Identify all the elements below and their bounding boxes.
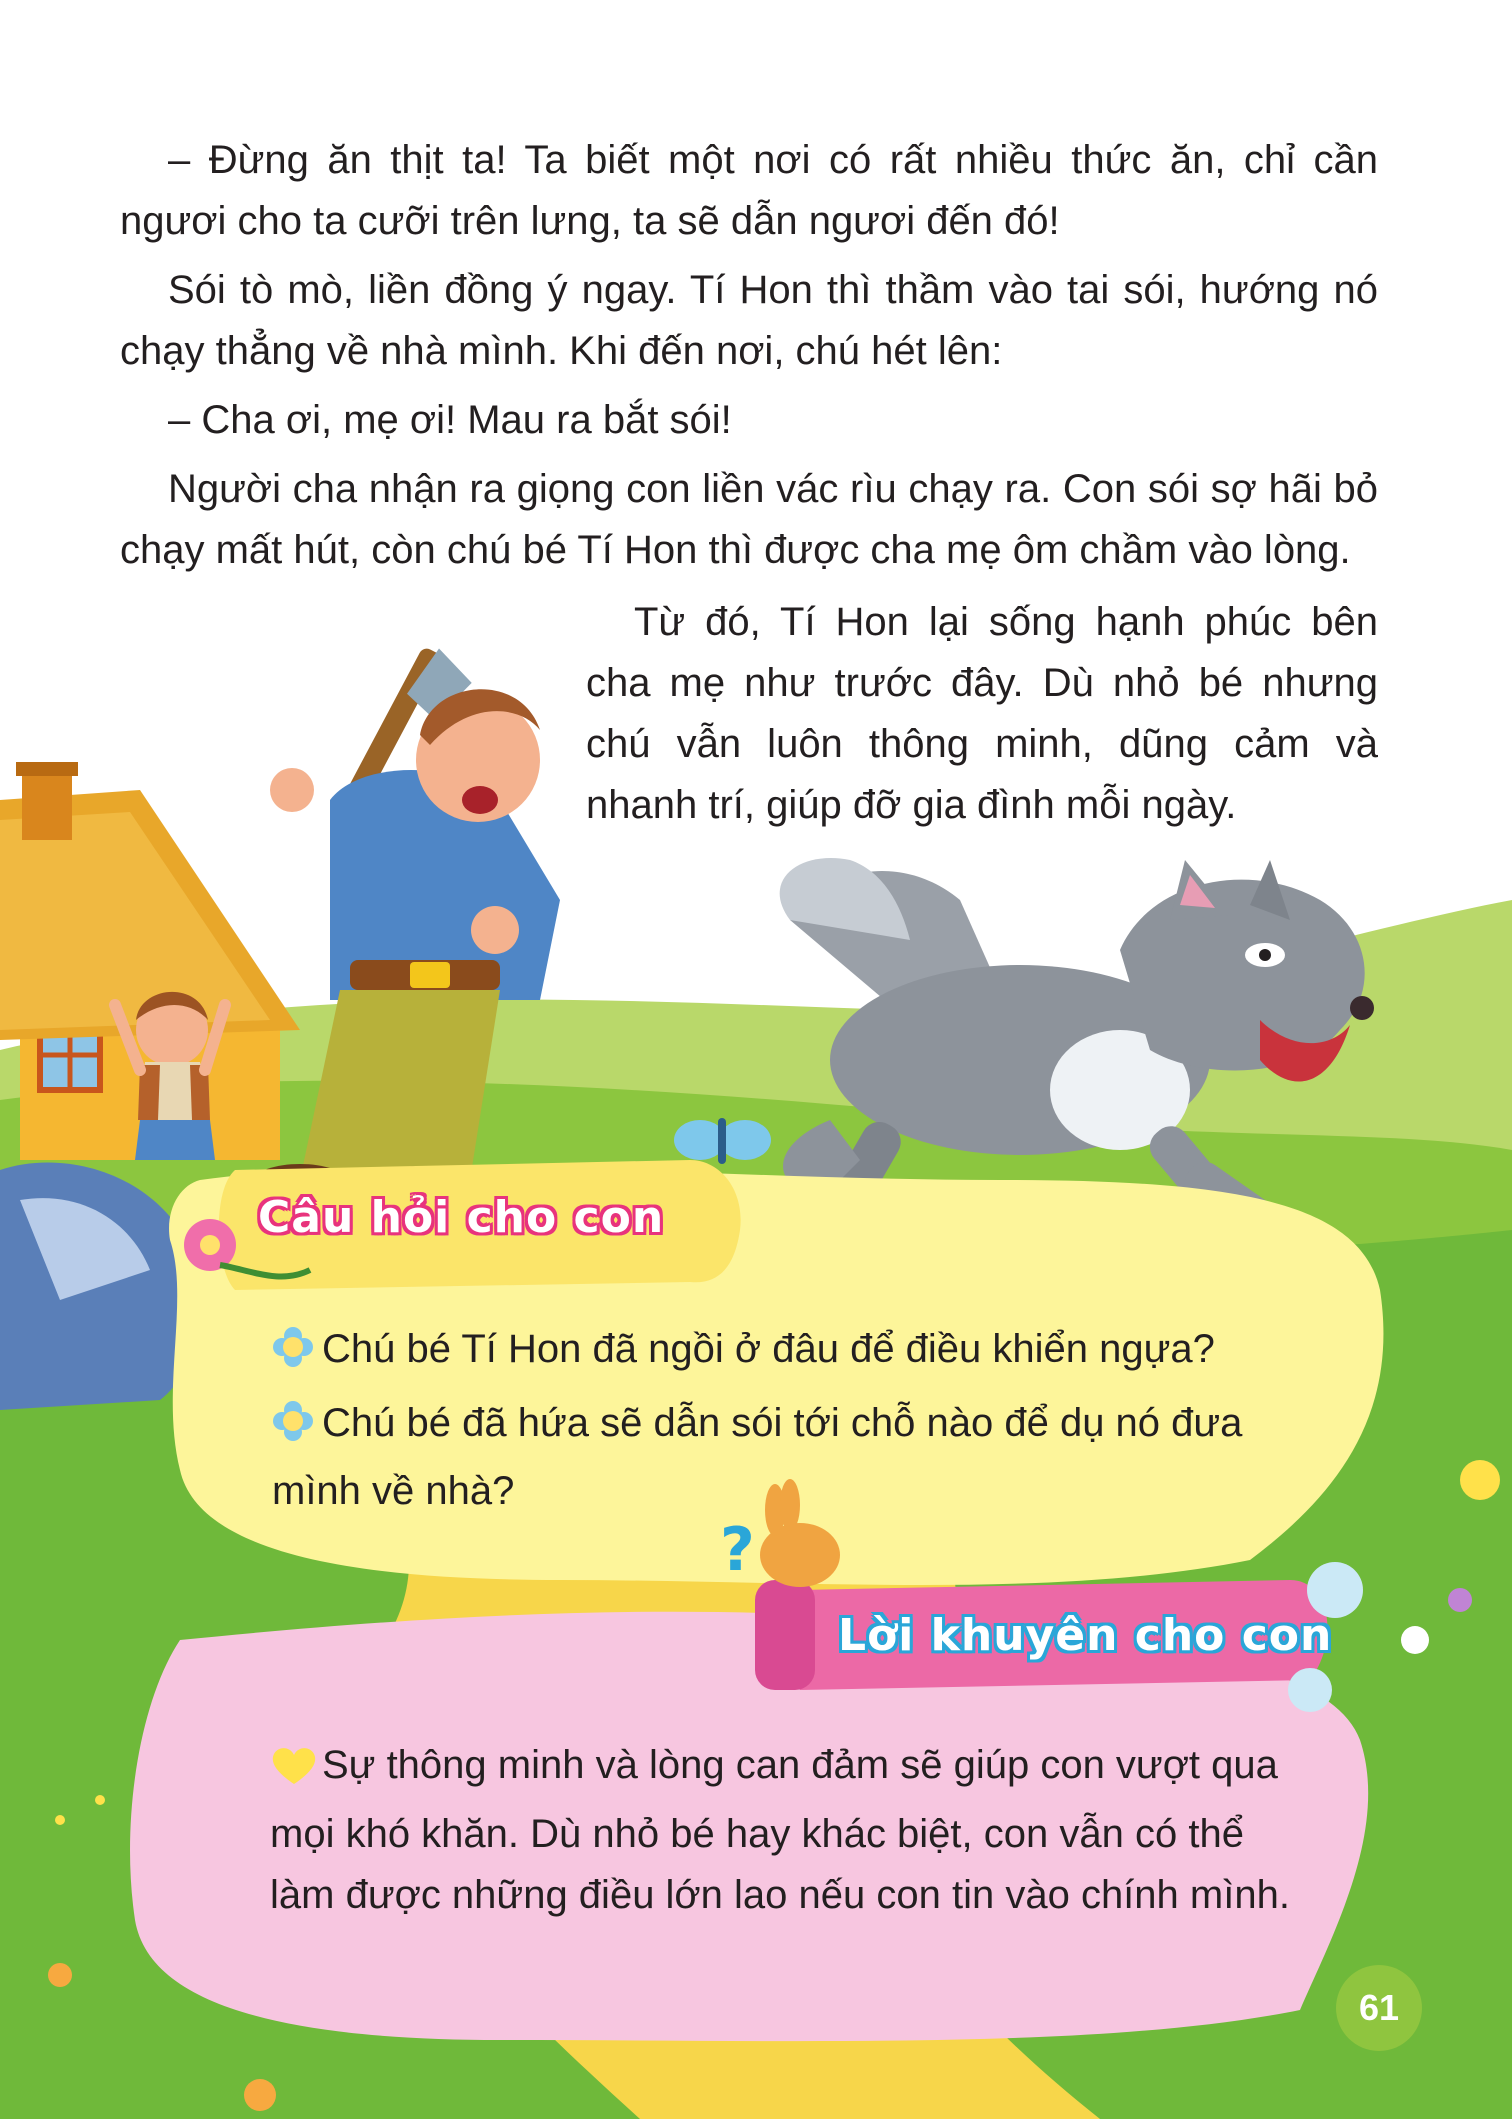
flower-bullet-icon <box>272 1398 314 1460</box>
story-text-tail <box>586 592 1378 844</box>
advice-text: Sự thông minh và lòng can đảm sẽ giúp con vượt qua mọi khó khăn. Dù nhỏ bé hay khác biệt, con vẫn có thể làm được những điều lớn lao nếu con tin vào chính mình. <box>270 1743 1290 1917</box>
svg-text:?: ? <box>720 1515 755 1585</box>
flower-bullet-icon <box>272 1324 314 1386</box>
question-item <box>272 1392 1292 1522</box>
story-paragraph-5: Từ đó, Tí Hon lại sống hạnh phúc bên cha mẹ như trước đây. Dù nhỏ bé nhưng chú vẫn luôn thông minh, dũng cảm và nhanh trí, giúp đỡ gia đình mỗi ngày. <box>586 600 1378 827</box>
story-paragraph-1: – Đừng ăn thịt ta! Ta biết một nơi có rất nhiều thức ăn, chỉ cần ngươi cho ta cưỡi trên lưng, ta sẽ dẫn ngươi đến đó! <box>120 138 1378 243</box>
question-text: Chú bé Tí Hon đã ngồi ở đâu để điều khiển ngựa? <box>322 1327 1215 1371</box>
question-list <box>272 1318 1292 1528</box>
heart-bullet-icon <box>270 1743 318 1804</box>
butterfly <box>674 1118 771 1164</box>
story-paragraph-3: – Cha ơi, mẹ ơi! Mau ra bắt sói! <box>168 398 732 442</box>
question-item <box>272 1318 1292 1386</box>
questions-title: Câu hỏi cho con <box>258 1192 665 1243</box>
story-text <box>120 130 1378 589</box>
question-text: Chú bé đã hứa sẽ dẫn sói tới chỗ nào để dụ nó đưa mình về nhà? <box>272 1401 1243 1513</box>
advice-text-block <box>270 1735 1290 1926</box>
advice-title: Lời khuyên cho con <box>838 1610 1333 1661</box>
page-number-badge: 61 <box>1336 1965 1422 2051</box>
story-paragraph-4: Người cha nhận ra giọng con liền vác rìu chạy ra. Con sói sợ hãi bỏ chạy mất hút, còn chú bé Tí Hon thì được cha mẹ ôm chầm vào lòng. <box>120 467 1378 572</box>
story-paragraph-2: Sói tò mò, liền đồng ý ngay. Tí Hon thì thầm vào tai sói, hướng nó chạy thẳng về nhà mình. Khi đến nơi, chú hét lên: <box>120 268 1378 373</box>
